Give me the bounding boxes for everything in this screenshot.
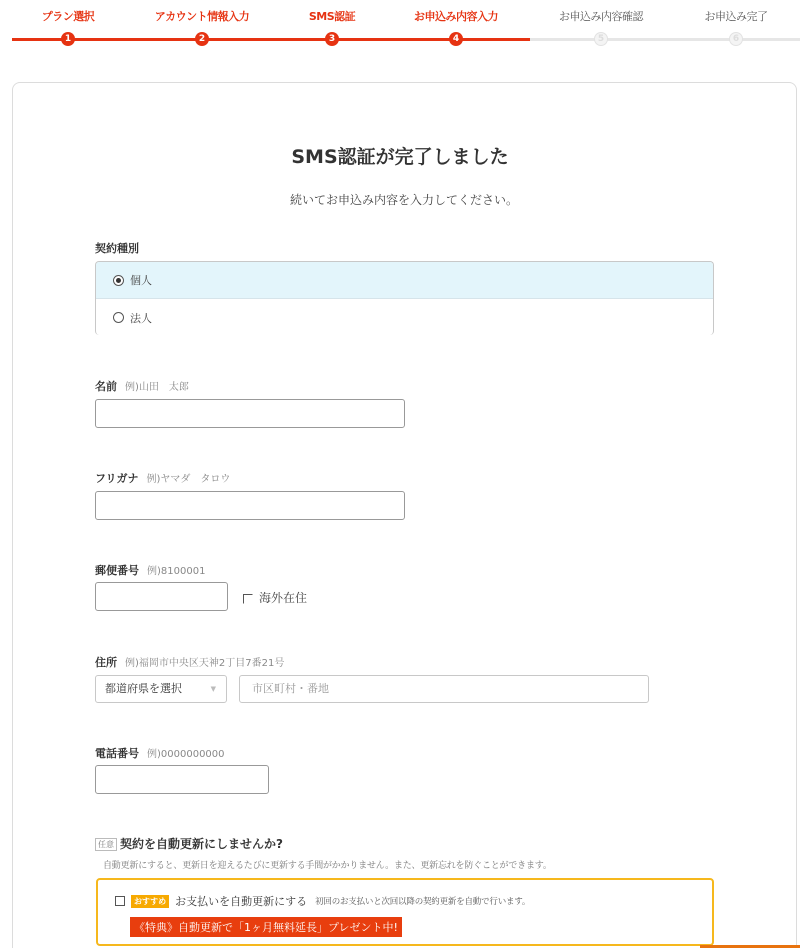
page-title: SMS認証が完了しました (291, 146, 509, 168)
name-example: 例)山田 太郎 (125, 382, 189, 393)
contract-type-radio-group (95, 261, 714, 335)
contract-type-label: 契約種別 (95, 242, 139, 255)
auto-renew-checkbox[interactable] (115, 893, 530, 909)
prefecture-select[interactable] (95, 675, 227, 703)
step-plan-select (0, 0, 138, 44)
auto-renew-question: 契約を自動更新にしませんか? (120, 837, 283, 851)
radio-option-label: 個人 (130, 274, 152, 287)
postal-example: 例)8100001 (147, 566, 206, 577)
city-address-input[interactable] (239, 675, 649, 703)
stepper-remaining-line (530, 38, 800, 41)
step-account-info (132, 0, 272, 44)
radio-selected-icon[interactable] (113, 275, 124, 286)
step-number: 6 (729, 32, 743, 46)
step-label: SMS認証 (308, 10, 356, 23)
phone-label-text: 電話番号 (95, 747, 139, 760)
special-offer-banner: 《特典》自動更新で「1ヶ月無料延長」プレゼント中! (130, 917, 402, 937)
furigana-example: 例)ヤマダ タロウ (146, 474, 231, 485)
auto-renew-checkbox-label: お支払いを自動更新にする (175, 895, 308, 908)
prefecture-select-value: 都道府県を選択 (105, 682, 182, 695)
name-label-text: 名前 (95, 380, 117, 393)
recommended-badge: おすすめ (131, 895, 169, 908)
step-label: お申込み内容入力 (414, 10, 498, 23)
step-sms-auth (262, 0, 402, 44)
step-number: 4 (449, 32, 463, 46)
address-label-text: 住所 (95, 656, 117, 669)
name-input[interactable] (95, 399, 405, 428)
postal-label-text: 郵便番号 (95, 564, 139, 577)
step-number: 3 (325, 32, 339, 46)
phone-input[interactable] (95, 765, 269, 794)
phone-example: 例)0000000000 (147, 749, 225, 760)
overseas-label: 海外在住 (259, 591, 308, 605)
phone-label (95, 745, 225, 761)
checkbox-icon[interactable] (115, 896, 125, 906)
furigana-label-text: フリガナ (95, 472, 139, 485)
postal-label (95, 562, 205, 578)
radio-option-corporation[interactable] (96, 299, 713, 335)
auto-renew-checkbox-note: 初回のお支払いと次回以降の契約更新を自動で行います。 (315, 897, 531, 907)
step-application-confirm (531, 0, 671, 44)
step-label: お申込み内容確認 (559, 10, 643, 23)
address-label (95, 654, 284, 670)
city-address-placeholder: 市区町村・番地 (252, 682, 329, 695)
optional-tag: 任意 (95, 838, 117, 851)
radio-option-label: 法人 (130, 311, 152, 325)
furigana-label (95, 470, 230, 486)
step-application-complete (666, 0, 800, 44)
overseas-checkbox[interactable] (243, 589, 307, 606)
name-label (95, 378, 189, 394)
chevron-down-icon: ▼ (210, 685, 216, 693)
auto-renew-promo-box (96, 878, 714, 946)
step-number: 1 (61, 32, 75, 46)
page-subtitle: 続いてお申込み内容を入力してください。 (289, 193, 518, 207)
step-number: 5 (594, 32, 608, 46)
address-example: 例)福岡市中央区天神2丁目7番21号 (125, 658, 285, 669)
radio-unselected-icon[interactable] (113, 312, 124, 323)
step-application-input (386, 0, 526, 44)
step-label: プラン選択 (41, 10, 95, 23)
progress-stepper (0, 0, 800, 52)
postal-code-input[interactable] (95, 582, 228, 611)
step-number: 2 (195, 32, 209, 46)
step-label: アカウント情報入力 (154, 10, 250, 23)
auto-renew-heading (95, 835, 283, 852)
step-label: お申込み完了 (704, 10, 768, 23)
furigana-input[interactable] (95, 491, 405, 520)
auto-renew-description: 自動更新にすると、更新日を迎えるたびに更新する手間がかかりません。また、更新忘れを防ぐことができます。 (103, 861, 552, 871)
radio-option-individual[interactable] (96, 262, 713, 299)
checkbox-icon[interactable] (243, 594, 253, 604)
